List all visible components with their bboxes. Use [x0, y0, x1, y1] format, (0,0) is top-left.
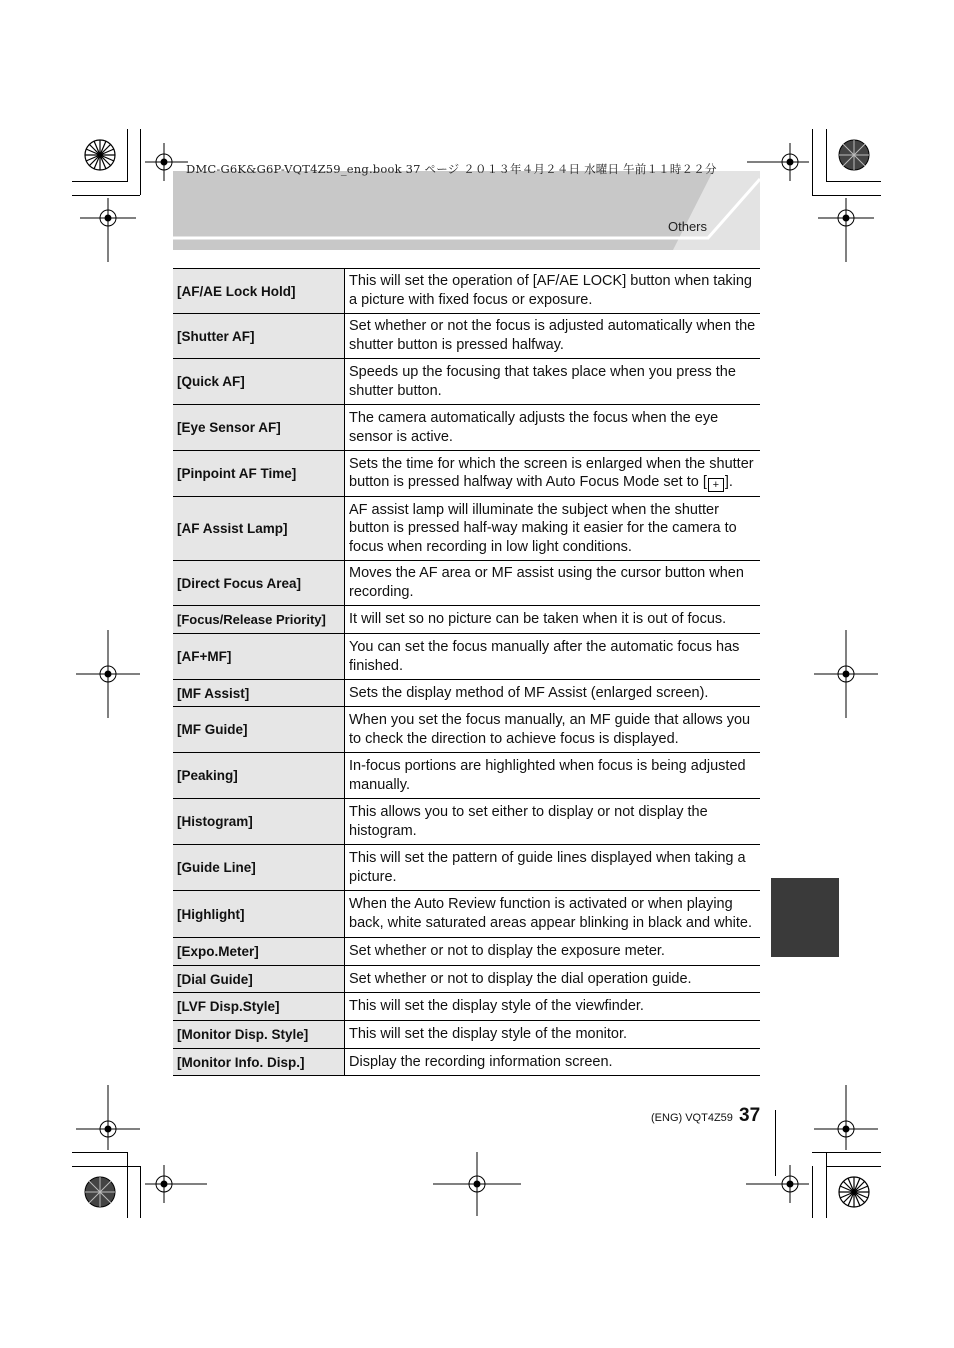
table-row	[173, 634, 760, 680]
setting-name: [Pinpoint AF Time]	[173, 451, 345, 497]
setting-description: When you set the focus manually, an MF guide that allows you to check the direction to achieve focus is displayed.	[345, 707, 761, 753]
setting-name: [MF Guide]	[173, 707, 345, 753]
table-row	[173, 606, 760, 634]
reg-mark-right-bottom	[814, 1085, 878, 1150]
setting-description-text: Sets the time for which the screen is enlarged when the shutter button is pressed halfway with Auto Focus Mode set to [	[349, 455, 754, 491]
setting-description: Sets the display method of MF Assist (enlarged screen).	[345, 680, 761, 707]
setting-description: Set whether or not to display the dial operation guide.	[345, 966, 761, 993]
wheel-top-right	[839, 140, 869, 170]
setting-name: [AF/AE Lock Hold]	[173, 269, 345, 314]
section-label: Others	[668, 219, 708, 234]
setting-name: [Peaking]	[173, 753, 345, 799]
setting-name: [Monitor Info. Disp.]	[173, 1049, 345, 1076]
setting-name: [Expo.Meter]	[173, 938, 345, 966]
setting-description	[345, 451, 761, 497]
reg-mark-bottom-right-inner	[746, 1165, 809, 1203]
table-row	[173, 966, 760, 993]
table-row	[173, 938, 760, 966]
setting-name: [Highlight]	[173, 891, 345, 938]
setting-name: [LVF Disp.Style]	[173, 993, 345, 1021]
table-row	[173, 993, 760, 1021]
setting-name: [Monitor Disp. Style]	[173, 1021, 345, 1049]
table-row	[173, 753, 760, 799]
setting-description: It will set so no picture can be taken when it is out of focus.	[345, 606, 761, 634]
setting-description: This will set the operation of [AF/AE LOCK] button when taking a picture with fixed focus or exposure.	[345, 269, 761, 314]
setting-description: When the Auto Review function is activated or when playing back, white saturated areas appear blinking in black and white.	[345, 891, 761, 938]
settings-table	[173, 268, 760, 1076]
setting-description: This will set the display style of the monitor.	[345, 1021, 761, 1049]
reg-mark-right-top	[818, 198, 874, 262]
setting-name: [Guide Line]	[173, 845, 345, 891]
setting-description-end: ].	[724, 474, 733, 491]
table-row	[173, 680, 760, 707]
document-code: (ENG) VQT4Z59	[651, 1112, 733, 1124]
setting-description: This allows you to set either to display or not display the histogram.	[345, 799, 761, 845]
setting-name: [Direct Focus Area]	[173, 561, 345, 606]
wheel-bottom-left	[85, 1177, 115, 1207]
setting-name: [MF Assist]	[173, 680, 345, 707]
table-row	[173, 707, 760, 753]
wheel-bottom-right	[839, 1177, 869, 1207]
reg-mark-bottom-center	[433, 1152, 521, 1216]
setting-name: [Histogram]	[173, 799, 345, 845]
table-row	[173, 799, 760, 845]
setting-name: [AF+MF]	[173, 634, 345, 680]
table-row	[173, 891, 760, 938]
setting-name: [Dial Guide]	[173, 966, 345, 993]
setting-name: [Shutter AF]	[173, 314, 345, 359]
table-row	[173, 314, 760, 359]
setting-description: You can set the focus manually after the automatic focus has finished.	[345, 634, 761, 680]
setting-name: [Eye Sensor AF]	[173, 405, 345, 451]
page-number: 37	[739, 1105, 761, 1126]
setting-description: In-focus portions are highlighted when focus is being adjusted manually.	[345, 753, 761, 799]
section-header-band	[173, 171, 760, 250]
setting-description: Display the recording information screen.	[345, 1049, 761, 1076]
setting-description: Speeds up the focusing that takes place when you press the shutter button.	[345, 359, 761, 405]
reg-mark-bottom-left-inner	[145, 1165, 207, 1203]
setting-description: Set whether or not the focus is adjusted automatically when the shutter button is pressed halfway.	[345, 314, 761, 359]
setting-description: Set whether or not to display the exposure meter.	[345, 938, 761, 966]
table-row	[173, 497, 760, 561]
pinpoint-af-icon: +	[708, 478, 724, 492]
reg-mark-right-mid	[814, 630, 878, 718]
reg-mark-left-mid	[76, 630, 140, 718]
table-row	[173, 561, 760, 606]
table-row	[173, 359, 760, 405]
reg-mark-left-top	[80, 198, 136, 262]
table-row	[173, 405, 760, 451]
setting-name: [AF Assist Lamp]	[173, 497, 345, 561]
file-info-header: DMC-G6K&G6P-VQT4Z59_eng.book 37 ページ ２０１３年４月２４日 水曜日 午前１１時２２分	[186, 162, 717, 176]
table-row	[173, 1021, 760, 1049]
setting-description: The camera automatically adjusts the focus when the eye sensor is active.	[345, 405, 761, 451]
table-row	[173, 269, 760, 314]
setting-description: AF assist lamp will illuminate the subject when the shutter button is pressed half-way making it easier for the camera to focus when recording in low light conditions.	[345, 497, 761, 561]
setting-name: [Focus/Release Priority]	[173, 606, 345, 634]
table-row	[173, 1049, 760, 1076]
setting-description: Moves the AF area or MF assist using the cursor button when recording.	[345, 561, 761, 606]
chapter-thumb-tab	[771, 878, 839, 957]
wheel-top-left	[85, 140, 115, 170]
table-row	[173, 451, 760, 497]
reg-mark-left-bottom	[76, 1085, 140, 1150]
table-row	[173, 845, 760, 891]
setting-name: [Quick AF]	[173, 359, 345, 405]
setting-description: This will set the display style of the viewfinder.	[345, 993, 761, 1021]
setting-description: This will set the pattern of guide lines displayed when taking a picture.	[345, 845, 761, 891]
